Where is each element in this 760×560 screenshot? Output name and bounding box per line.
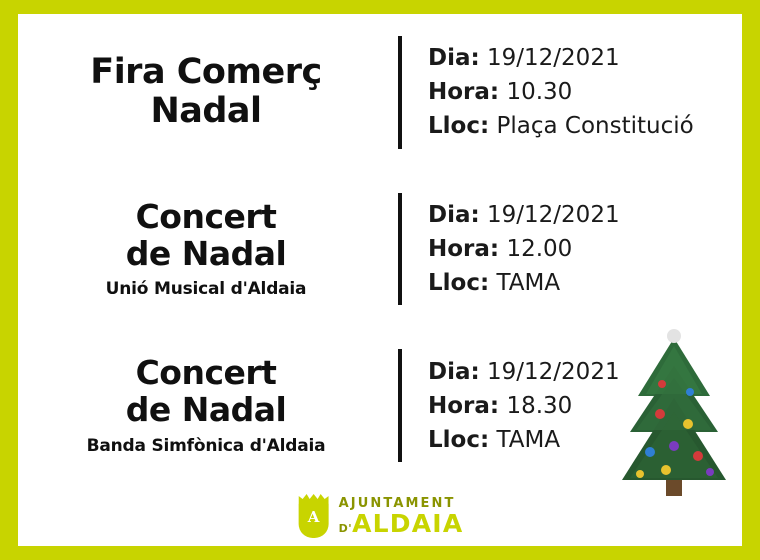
detail-label: Dia: xyxy=(428,45,480,72)
detail-time xyxy=(428,75,742,109)
detail-value: TAMA xyxy=(496,270,561,297)
detail-value: 18.30 xyxy=(506,392,573,419)
detail-value: 10.30 xyxy=(506,79,573,106)
detail-value: 19/12/2021 xyxy=(487,358,620,385)
event-title-line: Concert xyxy=(135,353,277,393)
detail-value: 12.00 xyxy=(506,235,573,262)
detail-label: Hora: xyxy=(428,235,500,262)
footer xyxy=(18,484,742,546)
detail-label: Lloc: xyxy=(428,426,490,453)
event-title-line: de Nadal xyxy=(125,390,287,430)
event-details xyxy=(402,41,742,143)
shield-letter: A xyxy=(307,508,320,526)
detail-label: Dia: xyxy=(428,358,480,385)
logo-preposition: D' xyxy=(338,521,353,535)
detail-day xyxy=(428,41,742,75)
christmas-tree-icon xyxy=(618,328,730,498)
detail-label: Lloc: xyxy=(428,270,490,297)
event-title xyxy=(28,196,384,273)
logo-aldaia-text: ALDAIA xyxy=(352,508,464,538)
event-title xyxy=(28,355,384,429)
event-details xyxy=(402,198,742,300)
detail-label: Hora: xyxy=(428,79,500,106)
detail-label: Hora: xyxy=(428,392,500,419)
ajuntament-aldaia-logo xyxy=(297,494,464,538)
logo-line-ajuntament: AJUNTAMENT xyxy=(338,495,456,511)
detail-time xyxy=(428,232,742,266)
detail-label: Dia: xyxy=(428,201,480,228)
event-title-line: Fira Comerç xyxy=(90,52,322,93)
event-title-line: de Nadal xyxy=(125,233,287,273)
detail-value: 19/12/2021 xyxy=(487,201,620,228)
detail-label: Lloc: xyxy=(428,113,490,140)
detail-place xyxy=(428,109,742,143)
event-subtitle: Banda Simfònica d'Aldaia xyxy=(86,436,326,457)
detail-day xyxy=(428,198,742,232)
logo-line-aldaia xyxy=(338,508,464,538)
event-title-line: Concert xyxy=(135,196,277,236)
event-title-block xyxy=(18,196,398,300)
event-title-block xyxy=(18,53,398,131)
logo-text xyxy=(339,497,464,536)
detail-place xyxy=(428,266,742,300)
event-row xyxy=(18,14,742,171)
detail-value: TAMA xyxy=(496,426,561,453)
poster xyxy=(18,14,742,546)
event-title xyxy=(28,53,384,131)
event-title-block xyxy=(18,355,398,456)
detail-value: Plaça Constitució xyxy=(496,113,694,140)
shield-icon xyxy=(297,494,331,538)
event-row xyxy=(18,171,742,328)
event-title-line: Nadal xyxy=(150,91,262,132)
detail-value: 19/12/2021 xyxy=(487,45,620,72)
event-subtitle: Unió Musical d'Aldaia xyxy=(105,279,307,300)
